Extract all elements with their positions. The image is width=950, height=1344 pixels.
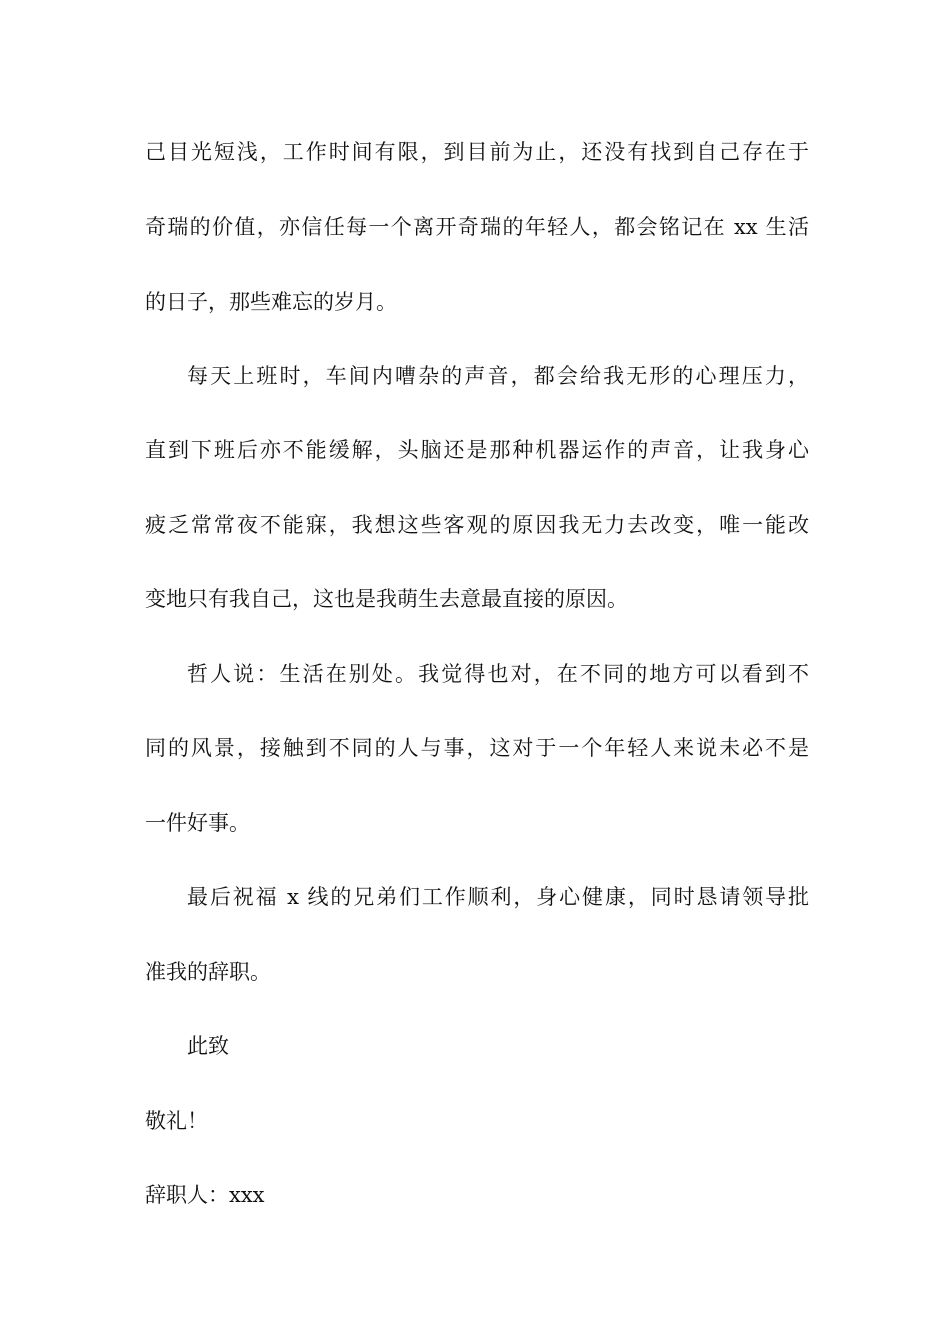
paragraph-line: 每天上班时，车间内嘈杂的声音，都会给我无形的心理压力，	[187, 364, 809, 388]
paragraph-line: 哲人说：生活在别处。我觉得也对，在不同的地方可以看到不	[187, 662, 809, 686]
paragraph-line: 准我的辞职。	[145, 960, 271, 984]
closing-regards: 敬礼！	[145, 1109, 208, 1133]
paragraph-line: 奇瑞的价值，亦信任每一个离开奇瑞的年轻人，都会铭记在 xx 生活	[145, 215, 809, 239]
paragraph-line: 变地只有我自己，这也是我萌生去意最直接的原因。	[145, 587, 628, 611]
paragraph-line: 的日子，那些难忘的岁月。	[145, 290, 397, 314]
paragraph-line: 直到下班后亦不能缓解，头脑还是那种机器运作的声音，让我身心	[145, 438, 809, 462]
closing-salutation: 此致	[187, 1034, 229, 1058]
paragraph-line: 一件好事。	[145, 811, 250, 835]
paragraph-line: 最后祝福 x 线的兄弟们工作顺利，身心健康，同时恳请领导批	[187, 885, 809, 909]
paragraph-line: 疲乏常常夜不能寐，我想这些客观的原因我无力去改变，唯一能改	[145, 513, 809, 537]
paragraph-line: 同的风景，接触到不同的人与事，这对于一个年轻人来说未必不是	[145, 736, 809, 760]
signature-line: 辞职人：xxx	[145, 1183, 265, 1207]
paragraph-line: 己目光短浅，工作时间有限，到目前为止，还没有找到自己存在于	[145, 140, 809, 164]
